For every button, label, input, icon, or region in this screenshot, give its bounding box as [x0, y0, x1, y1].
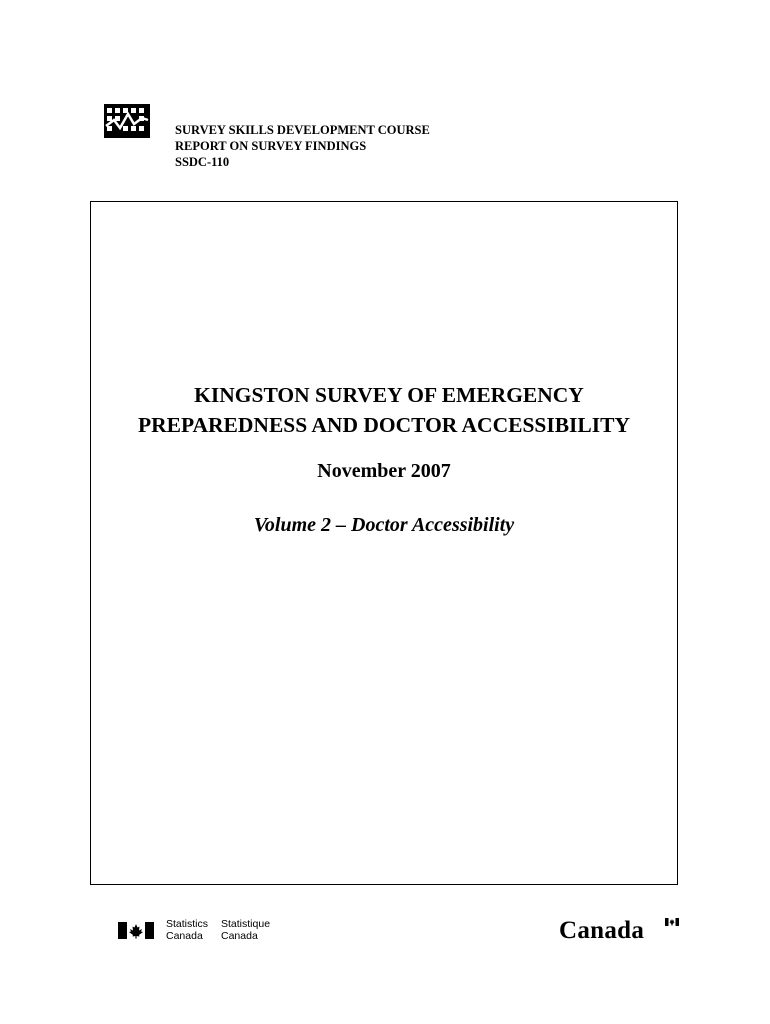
report-title-line2: PREPAREDNESS AND DOCTOR ACCESSIBILITY [137, 413, 631, 437]
report-title [91, 380, 677, 440]
statistics-canada-en: Statistics Canada [166, 918, 209, 942]
canada-wordmark [553, 915, 681, 947]
course-title: SURVEY SKILLS DEVELOPMENT COURSE [175, 123, 430, 137]
course-code: SSDC-110 [175, 155, 230, 169]
statistique-canada-fr: Statistique Canada [221, 918, 271, 942]
report-title-line1: KINGSTON SURVEY OF EMERGENCY [194, 383, 584, 407]
report-type: REPORT ON SURVEY FINDINGS [175, 139, 367, 153]
wordmark-flag-icon [665, 918, 679, 926]
report-date: November 2007 [317, 460, 451, 482]
title-frame [90, 201, 678, 885]
canadian-flag-icon [118, 922, 154, 939]
course-header [175, 122, 430, 170]
canada-wordmark-text: Canada [559, 917, 645, 944]
volume-title: Volume 2 – Doctor Accessibility [253, 514, 515, 536]
survey-chart-icon [104, 104, 150, 138]
